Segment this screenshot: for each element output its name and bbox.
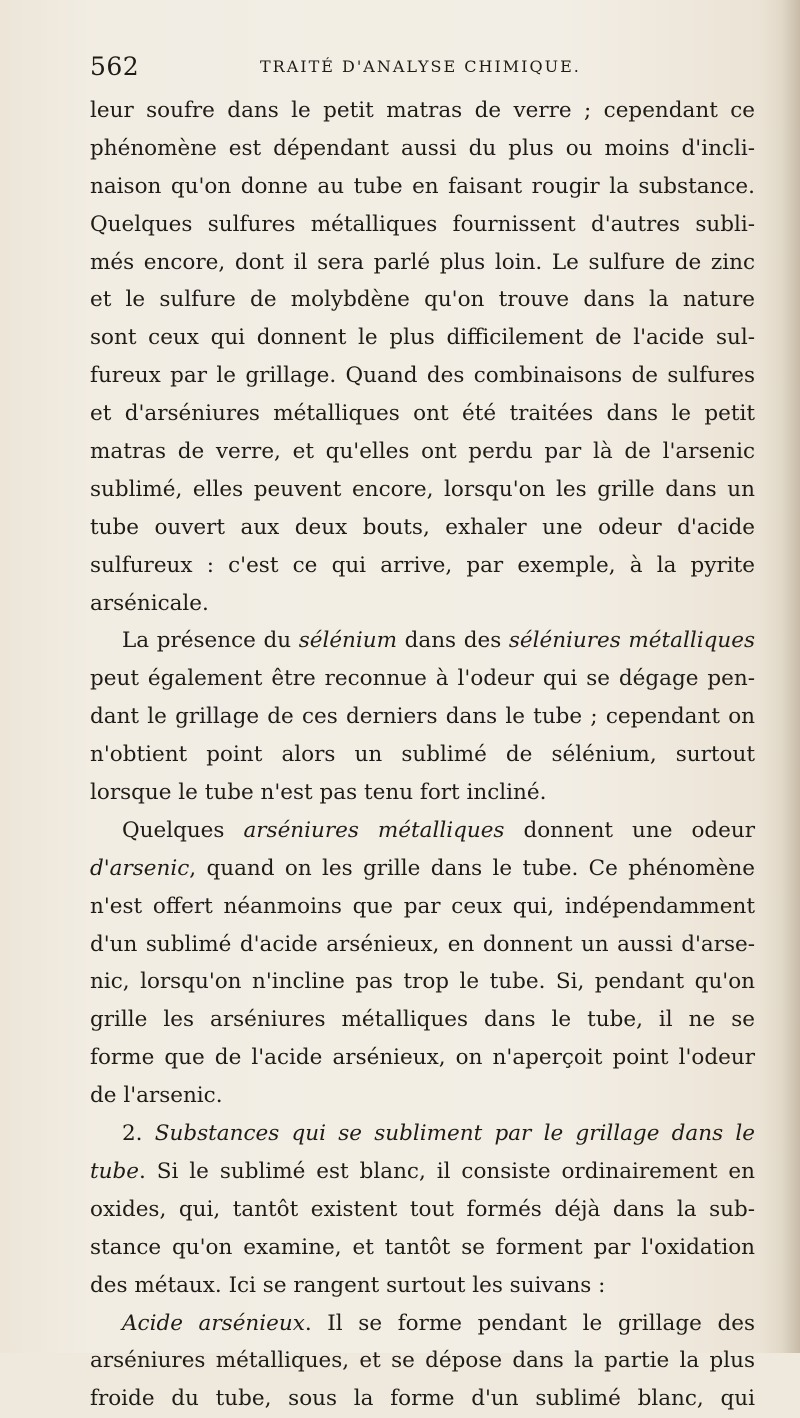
text-line: Quelques sulfures métalliques fournissent d'autres subli- [90, 211, 755, 237]
text-roman: 2. [122, 1121, 155, 1147]
text-line: peut également être reconnue à l'odeur qui se dégage pen- [90, 666, 755, 692]
text-italic: Substances qui se subliment par le grillage dans le [154, 1121, 755, 1147]
text-line: de l'arsenic. [90, 1083, 223, 1109]
text-line-mixed [90, 850, 755, 888]
text-line: naison qu'on donne au tube en faisant rougir la substance. [90, 173, 755, 199]
text-italic: d'arsenic [90, 855, 190, 881]
text-italic: tube [90, 1158, 139, 1184]
text-line: et le sulfure de molybdène qu'on trouve dans la nature [90, 287, 755, 313]
text-line: sulfureux : c'est ce qui arrive, par exemple, à la pyrite [90, 552, 755, 578]
text-line: d'un sublimé d'acide arsénieux, en donnent un aussi d'arse- [90, 931, 755, 957]
text-line: arsénicale. [90, 590, 209, 616]
text-line: et d'arséniures métalliques ont été traitées dans le petit [90, 401, 755, 427]
text-line-mixed [90, 812, 755, 850]
text-italic: sélénium [298, 628, 398, 654]
text-line-mixed [90, 1153, 755, 1191]
text-roman: donnent une odeur [504, 817, 755, 843]
text-roman: . Si le sublimé est blanc, il consiste ordinairement en [138, 1158, 755, 1184]
text-line: oxides, qui, tantôt existent tout formés déjà dans la sub- [90, 1196, 755, 1222]
text-line: stance qu'on examine, et tantôt se forment par l'oxidation [90, 1234, 755, 1260]
text-line: phénomène est dépendant aussi du plus ou moins d'incli- [90, 135, 755, 161]
text-line: fureux par le grillage. Quand des combinaisons de sulfures [90, 363, 755, 389]
text-roman: dans des [397, 628, 509, 654]
text-line: n'obtient point alors un sublimé de sélénium, surtout [90, 742, 755, 768]
text-line: des métaux. Ici se rangent surtout les suivans : [90, 1272, 606, 1298]
text-line: arséniures métalliques, et se dépose dans la partie la plus [90, 1348, 755, 1374]
running-title: TRAITÉ D'ANALYSE CHIMIQUE. [260, 57, 581, 76]
body-text [90, 92, 755, 1418]
text-line: més encore, dont il sera parlé plus loin. Le sulfure de zinc [90, 249, 755, 275]
text-line-mixed [90, 622, 755, 660]
text-italic: séléniures métalliques [508, 628, 755, 654]
text-line: grille les arséniures métalliques dans le tube, il ne se [90, 1007, 755, 1033]
text-roman: Quelques [122, 817, 244, 843]
text-line: forme que de l'acide arsénieux, on n'aperçoit point l'odeur [90, 1045, 755, 1071]
text-italic: Acide arsénieux [122, 1310, 305, 1336]
text-line: leur soufre dans le petit matras de verre ; cependant ce [90, 98, 755, 123]
text-line: dant le grillage de ces derniers dans le tube ; cependant on [90, 704, 755, 730]
text-line: nic, lorsqu'on n'incline pas trop le tube. Si, pendant qu'on [90, 969, 755, 995]
text-line: tube ouvert aux deux bouts, exhaler une odeur d'acide [90, 514, 755, 540]
text-line-mixed [90, 1305, 755, 1343]
page-edge-shadow [782, 0, 800, 1353]
text-line: sublimé, elles peuvent encore, lorsqu'on les grille dans un [90, 476, 755, 502]
text-line: matras de verre, et qu'elles ont perdu par là de l'arsenic [90, 439, 755, 465]
text-roman: La présence du [122, 628, 299, 654]
text-line: froide du tube, sous la forme d'un sublimé blanc, qui [90, 1386, 755, 1412]
text-line: n'est offert néanmoins que par ceux qui, indépendamment [90, 893, 755, 919]
page-header [90, 52, 755, 92]
text-line: lorsque le tube n'est pas tenu fort incliné. [90, 780, 547, 806]
text-line: sont ceux qui donnent le plus difficilement de l'acide sul- [90, 325, 755, 351]
text-italic: arséniures métalliques [243, 817, 505, 843]
text-line-mixed [90, 1115, 755, 1153]
text-roman: . Il se forme pendant le grillage des [304, 1310, 755, 1336]
page-number: 562 [90, 52, 140, 81]
text-roman: , quand on les grille dans le tube. Ce phénomène [189, 855, 755, 881]
